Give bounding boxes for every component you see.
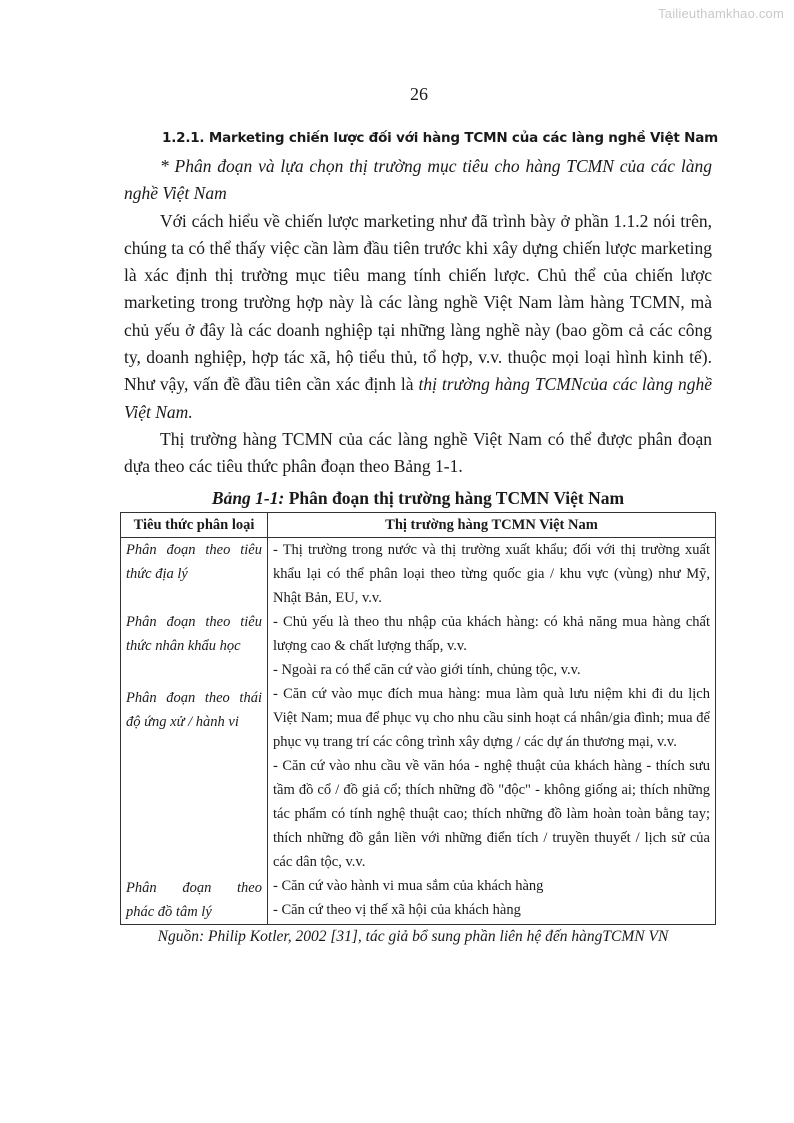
paragraph-1-italic: thị trường hàng TCMNcủa các làng nghề Việt Nam. [124,374,712,422]
description-item: - Chủ yếu là theo thu nhập của khách hàng: có khả năng mua hàng chất lượng cao & chất lượng thấp, v.v. [273,613,710,654]
criteria-cell [121,537,268,924]
criteria-line: phác đồ tâm lý [126,903,212,920]
criteria-psychographic [126,876,262,900]
description-item: - Ngoài ra có thể căn cứ vào giới tính, chủng tộc, v.v. [273,661,581,678]
description-item: - Thị trường trong nước và thị trường xuất khẩu; đối với thị trường xuất khẩu lại có thể phân loại theo từng quốc gia / khu vực (vùng) như Mỹ, Nhật Bản, EU, v.v. [273,541,710,606]
criteria-line: Phân đoạn theo tiêu [126,613,262,630]
paragraph-1-main: Với cách hiểu về chiến lược marketing như đã trình bày ở phần 1.1.2 nói trên, chúng ta có thể thấy việc cần làm đầu tiên trước khi xây dựng chiến lược marketing là xác định thị trường mục tiêu mang tính chiến lược. Chủ thể của chiến lược marketing trong trường hợp này là các làng nghề Việt Nam làm hàng TCMN, mà chủ yếu ở đây là các doanh nghiệp tại những làng nghề này (bao gồm cả các công ty, doanh nghiệp, hợp tác xã, hộ tiểu thủ, tổ hợp, v.v. thuộc mọi loại hình kinh tế). Như vậy, vấn đề đầu tiên cần xác định là [124,210,712,395]
criteria-line: thức nhân khẩu học [126,637,241,654]
document-body [124,153,712,949]
criteria-demographic [126,610,262,634]
subheading: * Phân đoạn và lựa chọn thị trường mục tiêu cho hàng TCMN của các làng nghề Việt Nam [124,156,712,204]
criteria-line: Phân đoạn theo thái [126,689,262,706]
description-cell [268,537,716,924]
description-item: - Căn cứ vào mục đích mua hàng: mua làm quà lưu niệm khi đi du lịch Việt Nam; mua để phục vụ cho nhu cầu sinh hoạt cá nhân/gia đình; mua để phục vụ trang trí các công trình xây dựng / các dự án thương mại, v.v. [273,685,710,750]
criteria-line: thức địa lý [126,565,188,582]
description-item: - Căn cứ theo vị thế xã hội của khách hàng [273,901,521,918]
criteria-line: Phân đoạn theo tiêu [126,541,262,558]
paragraph-2: Thị trường hàng TCMN của các làng nghề Việt Nam có thể được phân đoạn dựa theo các tiêu thức phân đoạn theo Bảng 1-1. [124,428,712,477]
criteria-geographic [126,538,262,562]
table-row [121,537,716,924]
segmentation-table [120,512,716,925]
header-market: Thị trường hàng TCMN Việt Nam [268,512,716,537]
section-heading: 1.2.1. Marketing chiến lược đối với hàng TCMN của các làng nghề Việt Nam [162,130,719,146]
table-title-text: Phân đoạn thị trường hàng TCMN Việt Nam [288,487,625,508]
table-title [124,485,712,512]
criteria-behavior [126,686,262,710]
criteria-line: Phân đoạn theo [126,879,262,896]
page-number: 26 [410,84,428,104]
description-item: - Căn cứ vào nhu cầu về văn hóa - nghệ thuật của khách hàng - thích sưu tầm đồ cổ / đồ giả cổ; thích những đồ "độc" - không giống ai; thích những tác phẩm có tính nghệ thuật cao; thích những đồ làm hoàn toàn bằng tay; thích những đồ gắn liền với những điển tích / truyền thuyết / lịch sử của các dân tộc, v.v. [273,757,710,870]
table-header-row [121,512,716,537]
description-item: - Căn cứ vào hành vi mua sắm của khách hàng [273,877,544,894]
paragraph-1 [124,208,712,426]
watermark: Tailieuthamkhao.com [658,6,784,21]
criteria-line: độ ứng xử / hành vi [126,713,239,730]
header-criteria: Tiêu thức phân loại [121,512,268,537]
table-label: Bảng 1-1: [211,487,285,508]
table-source: Nguồn: Philip Kotler, 2002 [31], tác giả bổ sung phần liên hệ đến hàngTCMN VN [157,927,669,945]
